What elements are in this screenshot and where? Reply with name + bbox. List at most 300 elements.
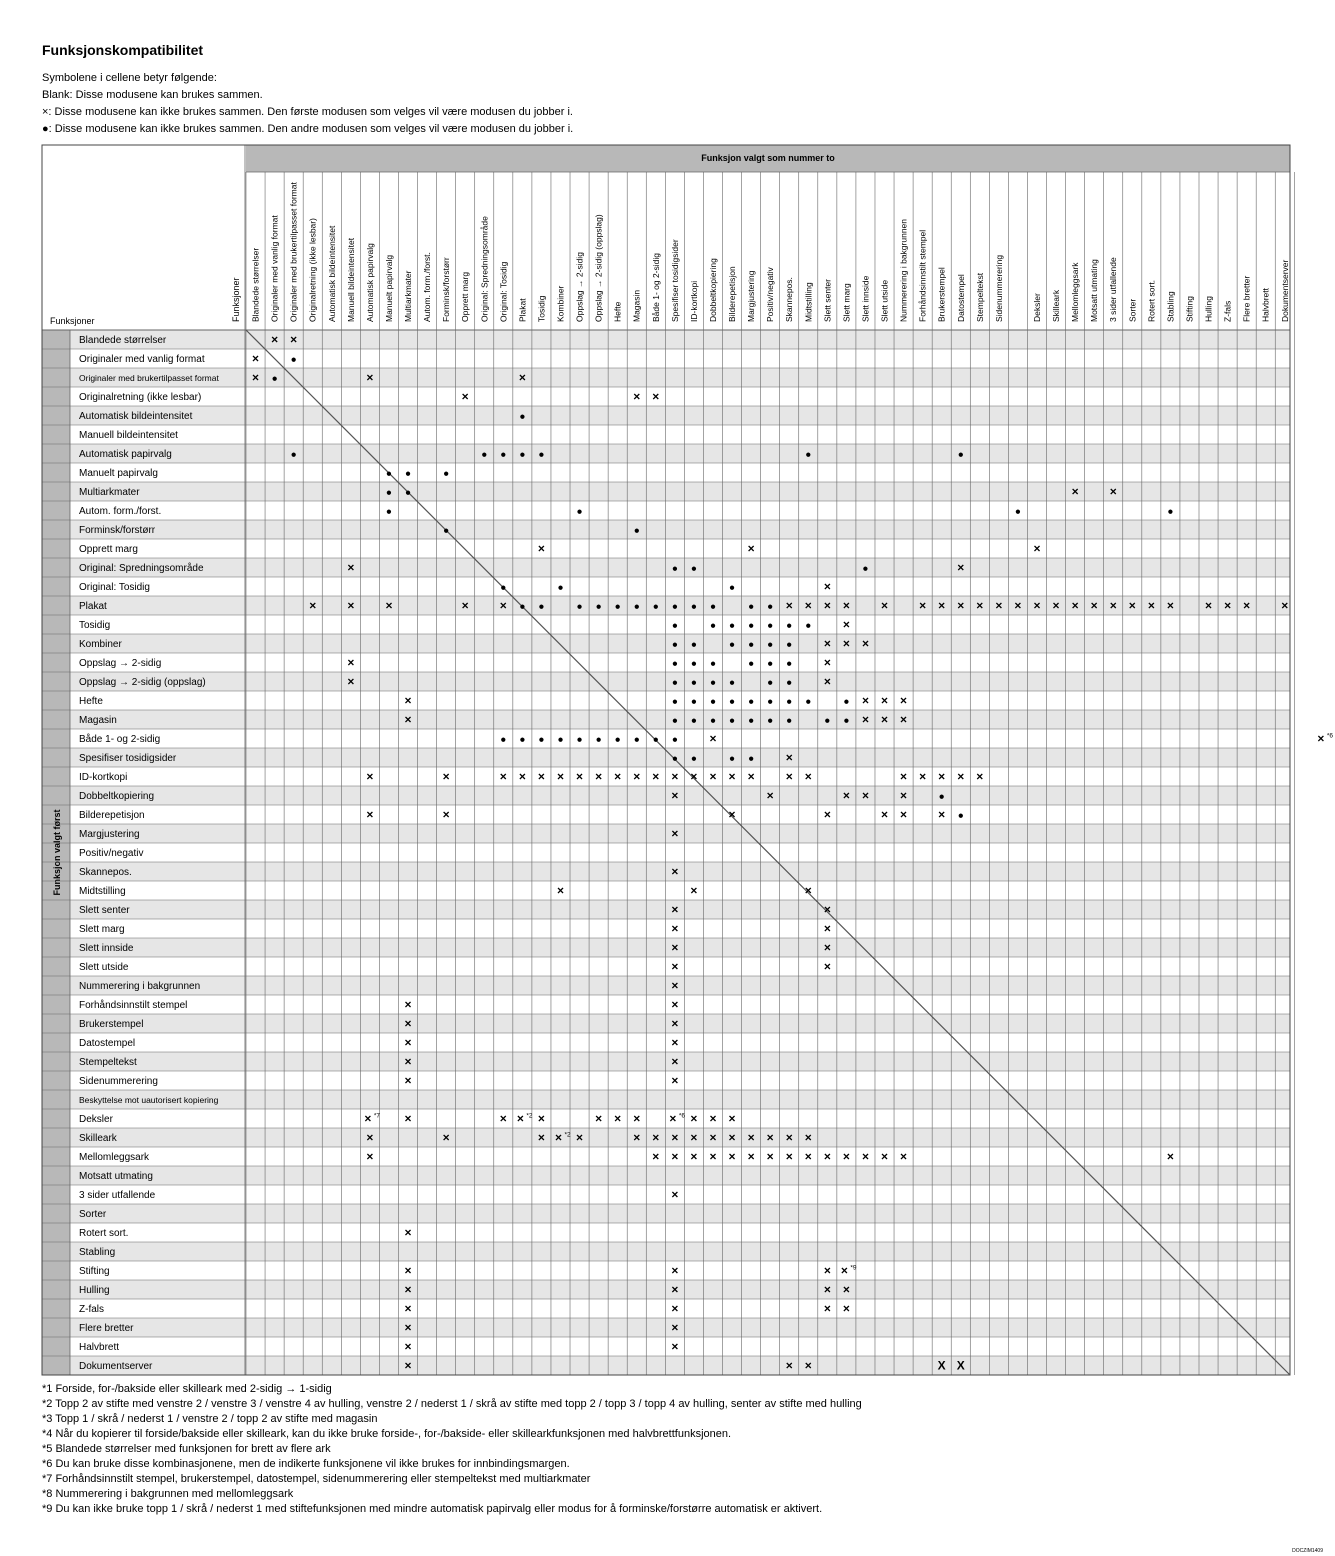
row-label: Forhåndsinnstilt stempel [79, 1000, 188, 1011]
cell-symbol: × [842, 1282, 850, 1297]
cell-symbol: ● [633, 601, 640, 613]
column-header: Mellomleggsark [1070, 262, 1081, 322]
column-header: Automatisk bildeintensitet [326, 225, 337, 322]
cell-symbol: × [404, 1111, 412, 1126]
cell-symbol: × [840, 1263, 848, 1278]
cell-symbol: ● [271, 373, 278, 385]
cell-symbol: × [1128, 598, 1136, 613]
cell-symbol: × [900, 712, 908, 727]
row-stripe [70, 1052, 1290, 1071]
cell-symbol: ● [729, 639, 736, 651]
row-stripe [70, 938, 1290, 957]
cell-symbol: × [823, 959, 831, 974]
row-label: Slett marg [79, 924, 125, 935]
cell-symbol: × [842, 788, 850, 803]
cell-symbol: ● [404, 487, 412, 499]
cell-symbol: × [518, 769, 526, 784]
column-header: Positiv/negativ [765, 267, 776, 322]
cell-symbol: ● [748, 658, 755, 670]
cell-symbol: × [747, 1130, 755, 1145]
cell-symbol: ● [290, 354, 297, 366]
cell-symbol: ● [576, 601, 583, 613]
row-label: Automatisk bildeintensitet [79, 411, 193, 422]
cell-symbol: ● [729, 677, 736, 689]
cell-symbol: × [499, 598, 507, 613]
cell-symbol: ● [538, 449, 545, 461]
column-header: Blandede størrelser [250, 247, 261, 322]
cell-symbol: ● [633, 525, 640, 537]
column-header: Bilderepetisjon [727, 266, 738, 322]
cell-symbol: × [404, 1339, 412, 1354]
cell-symbol: × [690, 1130, 698, 1145]
row-label: Originalretning (ikke lesbar) [79, 392, 202, 403]
cell-symbol: ● [805, 620, 812, 632]
cell-symbol: ● [1014, 506, 1021, 518]
cell-symbol: ● [786, 639, 793, 651]
cell-symbol: × [554, 1130, 562, 1145]
cell-symbol: × [671, 1282, 679, 1297]
cell-symbol: ● [290, 449, 297, 461]
row-stripe [70, 444, 1290, 463]
column-header: Oppslag → 2-sidig (oppslag) [593, 214, 604, 322]
row-label: Bilderepetisjon [79, 810, 145, 821]
cell-footnote-ref: *2 [526, 1112, 533, 1120]
cell-symbol: × [1109, 598, 1117, 613]
row-label: Deksler [79, 1114, 113, 1125]
row-label: Sorter [79, 1209, 107, 1220]
row-stripe [70, 786, 1290, 805]
cell-symbol: × [804, 598, 812, 613]
cell-symbol: × [785, 598, 793, 613]
cell-symbol: × [823, 807, 831, 822]
row-stripe [70, 1166, 1290, 1185]
footnote: *8 Nummerering i bakgrunnen med mellomleggsark [42, 1488, 294, 1500]
row-label: Halvbrett [79, 1342, 120, 1353]
cell-symbol: × [404, 1073, 412, 1088]
document-code: DOCZIM1409 [1292, 1548, 1323, 1554]
legend-dot: ●: Disse modusene kan ikke brukes sammen. Den andre modusen som velges vil være modusen du jobber i. [42, 123, 574, 135]
cell-symbol: × [804, 883, 812, 898]
cell-symbol: ● [538, 734, 545, 746]
cell-symbol: × [671, 1149, 679, 1164]
row-stripe [70, 482, 1290, 501]
row-label: Manuell bildeintensitet [79, 430, 178, 441]
footnote: *2 Topp 2 av stifte med venstre 2 / venstre 3 / venstre 4 av hulling, venstre 2 / nederst 1 / skrå av stifte med topp 2 / topp 3 / topp 4 av hulling, senter av stifte med hulling [42, 1398, 862, 1410]
cell-symbol: × [747, 541, 755, 556]
cell-symbol: × [404, 1054, 412, 1069]
column-header: Skannepos. [784, 277, 795, 322]
cell-symbol: ● [767, 639, 774, 651]
cell-symbol: ● [538, 601, 545, 613]
cell-symbol: × [938, 807, 946, 822]
cell-symbol: ● [748, 639, 755, 651]
page-title: Funksjonskompatibilitet [42, 42, 204, 58]
column-header: 3 sider utfallende [1108, 257, 1119, 322]
legend-cross: ×: Disse modusene kan ikke brukes sammen. Den første modusen som velges vil være modusen du jobber i. [42, 106, 573, 118]
cell-symbol: ● [786, 677, 793, 689]
cell-symbol: ● [690, 677, 697, 689]
cell-footnote-ref: *7 [373, 1112, 381, 1120]
cell-symbol: × [671, 788, 679, 803]
cell-symbol: × [499, 769, 507, 784]
row-label: Stempeltekst [79, 1057, 137, 1068]
column-header: Stempeltekst [974, 272, 985, 322]
cell-symbol: × [785, 1149, 793, 1164]
row-label: Mellomleggsark [79, 1152, 150, 1163]
cell-symbol: ● [690, 715, 697, 727]
cell-symbol: × [1224, 598, 1232, 613]
row-stripe [70, 1280, 1290, 1299]
cell-symbol: × [671, 940, 679, 955]
cell-symbol: × [364, 1111, 372, 1126]
cell-symbol: ● [862, 563, 869, 575]
cell-symbol: × [976, 769, 984, 784]
cell-symbol: ● [1167, 506, 1174, 518]
cell-symbol: × [671, 1320, 679, 1335]
cell-footnote-ref: *2 [564, 1131, 571, 1139]
column-header: Tosidig [536, 295, 547, 322]
cell-symbol: × [1166, 598, 1174, 613]
row-label: Motsatt utmating [79, 1171, 153, 1182]
row-stripe [70, 710, 1290, 729]
cell-symbol: × [823, 636, 831, 651]
cell-symbol: × [366, 370, 374, 385]
cell-symbol: × [709, 731, 717, 746]
column-header: Datostempel [955, 274, 966, 322]
cell-symbol: × [652, 389, 660, 404]
cell-symbol: ● [519, 601, 526, 613]
row-label: Autom. form./forst. [79, 506, 162, 517]
cell-symbol: × [728, 1111, 736, 1126]
cell-symbol: × [290, 332, 298, 347]
cell-symbol: × [347, 560, 355, 575]
column-header: Slett marg [841, 283, 852, 322]
cell-symbol: ● [690, 696, 697, 708]
cell-symbol: × [404, 712, 412, 727]
cell-symbol: ● [748, 620, 755, 632]
row-label: Multiarkmater [79, 487, 140, 498]
cell-symbol: × [900, 1149, 908, 1164]
footnote: *9 Du kan ikke bruke topp 1 / skrå / nederst 1 med stiftefunksjonen med mindre automatisk papirvalg eller modus for å forminske/forstørre automatisk er aktivert. [42, 1503, 823, 1515]
column-header: Oppslag → 2-sidig [574, 252, 585, 322]
cell-symbol: × [537, 541, 545, 556]
row-stripe [70, 330, 1290, 349]
cell-symbol: ● [729, 753, 736, 765]
row-label: Forminsk/forstørr [79, 525, 156, 536]
column-header: Original: Tosidig [498, 261, 509, 322]
row-label: Skilleark [79, 1133, 117, 1144]
row-label: Original: Spredningsområde [79, 563, 204, 574]
cell-symbol: × [709, 1111, 717, 1126]
row-stripe [70, 520, 1290, 539]
row-label: Dobbeltkopiering [79, 791, 155, 802]
footnote: *6 Du kan bruke disse kombinasjonene, men de indikerte funksjonene vil ikke brukes for innbindingsmargen. [42, 1458, 570, 1470]
cell-symbol: ● [557, 734, 564, 746]
top-header-label: Funksjon valgt som nummer to [701, 153, 835, 163]
cell-symbol: × [347, 655, 355, 670]
cell-symbol: ● [709, 696, 716, 708]
cell-symbol: ● [576, 734, 583, 746]
cell-symbol: × [823, 674, 831, 689]
cell-symbol: ● [786, 658, 793, 670]
cell-symbol: × [671, 1035, 679, 1050]
cell-symbol: × [1147, 598, 1155, 613]
cell-symbol: × [671, 978, 679, 993]
row-label: Sidenummerering [79, 1076, 158, 1087]
cell-symbol: × [938, 769, 946, 784]
row-label: Slett utside [79, 962, 129, 973]
row-stripe [70, 596, 1290, 615]
cell-symbol: × [766, 788, 774, 803]
cell-symbol: × [1317, 731, 1325, 746]
cell-symbol: × [900, 807, 908, 822]
cell-symbol: × [881, 807, 889, 822]
column-header: Originaler med vanlig format [269, 215, 280, 322]
row-label: ID-kortkopi [79, 772, 128, 783]
cell-symbol: ● [404, 468, 412, 480]
cell-symbol: × [747, 1149, 755, 1164]
cell-symbol: × [366, 769, 374, 784]
column-header: Stifting [1184, 296, 1195, 322]
cell-symbol: × [690, 1111, 698, 1126]
column-header: Z-fals [1222, 300, 1233, 322]
cell-symbol: × [556, 883, 564, 898]
cell-symbol: × [595, 1111, 603, 1126]
column-header: Sorter [1127, 298, 1138, 322]
cell-symbol: × [823, 1282, 831, 1297]
cell-symbol: ● [385, 506, 392, 518]
row-label: Hulling [79, 1285, 110, 1296]
cell-symbol: ● [595, 601, 602, 613]
cell-symbol: × [633, 769, 641, 784]
cell-symbol: × [804, 1130, 812, 1145]
cell-symbol: × [671, 1016, 679, 1031]
column-header: Opprett marg [460, 271, 471, 322]
row-label: Stabling [79, 1247, 116, 1258]
cell-symbol: × [747, 769, 755, 784]
cell-symbol: ● [767, 677, 774, 689]
cell-symbol: ● [767, 715, 774, 727]
cell-symbol: ● [748, 696, 755, 708]
row-label: Plakat [79, 601, 107, 612]
row-label: Z-fals [79, 1304, 104, 1315]
cell-symbol: × [1071, 484, 1079, 499]
cell-symbol: × [347, 598, 355, 613]
column-header: Manuell bildeintensitet [345, 237, 356, 322]
cell-symbol: × [671, 997, 679, 1012]
cell-symbol: × [785, 750, 793, 765]
cell-symbol: × [709, 1130, 717, 1145]
cell-symbol: × [669, 1111, 677, 1126]
row-label: Kombiner [79, 639, 122, 650]
cell-symbol: × [309, 598, 317, 613]
cell-symbol: × [614, 769, 622, 784]
footnote: *4 Når du kopierer til forside/bakside eller skilleark, kan du ikke bruke forside-, for-/bakside- eller skillearkfunksjonen med halvbrettfunksjonen. [42, 1428, 732, 1440]
cell-symbol: ● [633, 734, 640, 746]
cell-symbol: × [347, 674, 355, 689]
cell-symbol: ● [500, 449, 507, 461]
row-stripe [70, 1090, 1290, 1109]
row-label: Manuelt papirvalg [79, 468, 158, 479]
cell-symbol: × [938, 598, 946, 613]
cell-symbol: × [516, 1111, 524, 1126]
row-label: Oppslag → 2-sidig (oppslag) [79, 677, 206, 688]
cell-symbol: ● [671, 563, 678, 575]
cell-symbol: × [1166, 1149, 1174, 1164]
cell-symbol: × [861, 788, 869, 803]
cell-symbol: × [385, 598, 393, 613]
cell-symbol: × [537, 1130, 545, 1145]
cell-symbol: × [804, 1358, 812, 1373]
cell-footnote-ref: *9 [850, 1264, 857, 1272]
cell-symbol: × [1014, 598, 1022, 613]
cell-symbol: ● [709, 658, 716, 670]
legend-blank: Blank: Disse modusene kan brukes sammen. [42, 89, 263, 101]
column-header: Originaler med brukertilpasset format [288, 182, 299, 322]
cell-symbol: × [271, 332, 279, 347]
cell-symbol: × [404, 997, 412, 1012]
cell-symbol: × [671, 769, 679, 784]
cell-symbol: × [823, 1149, 831, 1164]
cell-symbol: ● [614, 601, 621, 613]
column-header: Deksler [1031, 293, 1042, 322]
cell-symbol: ● [690, 639, 697, 651]
cell-symbol: × [900, 769, 908, 784]
cell-symbol: ● [786, 715, 793, 727]
cell-symbol: × [404, 1320, 412, 1335]
column-header: Flere bretter [1241, 275, 1252, 322]
cell-symbol: ● [595, 734, 602, 746]
cell-symbol: × [842, 636, 850, 651]
cell-symbol: ● [786, 696, 793, 708]
cell-symbol: × [404, 1016, 412, 1031]
cell-symbol: × [881, 1149, 889, 1164]
row-label: Nummerering i bakgrunnen [79, 981, 201, 992]
cell-symbol: × [442, 769, 450, 784]
footnote: *1 Forside, for-/bakside eller skilleark med 2-sidig → 1-sidig [42, 1383, 332, 1395]
cell-symbol: × [537, 1111, 545, 1126]
row-label: Både 1- og 2-sidig [79, 734, 161, 745]
cell-symbol: × [690, 883, 698, 898]
column-header: Midtstilling [803, 282, 814, 322]
column-header: Hulling [1203, 296, 1214, 322]
cell-symbol: ● [729, 582, 736, 594]
cell-symbol: × [671, 1054, 679, 1069]
legend-intro: Symbolene i cellene betyr følgende: [42, 72, 217, 84]
footnotes [42, 1382, 862, 1517]
cell-symbol: × [671, 1301, 679, 1316]
cell-symbol: × [671, 1130, 679, 1145]
cell-symbol: × [785, 769, 793, 784]
row-stripe [70, 1014, 1290, 1033]
cell-symbol: ● [519, 449, 526, 461]
column-header: Forminsk/forstørr [441, 257, 452, 322]
cell-symbol: × [804, 769, 812, 784]
cell-footnote-ref: *6 [678, 1112, 686, 1120]
cell-symbol: × [404, 1263, 412, 1278]
cell-symbol: ● [709, 677, 716, 689]
cell-symbol: × [576, 1130, 584, 1145]
cell-symbol: ● [805, 696, 812, 708]
cell-symbol: × [995, 598, 1003, 613]
cell-symbol: X [937, 1358, 946, 1373]
cell-symbol: × [1033, 541, 1041, 556]
cell-symbol: ● [709, 715, 716, 727]
cell-symbol: × [861, 636, 869, 651]
column-header: Slett utside [879, 279, 890, 322]
cell-symbol: ● [519, 734, 526, 746]
column-header: Kombiner [555, 285, 566, 322]
column-header: Forhåndsinnstilt stempel [917, 229, 928, 322]
cell-symbol: ● [443, 525, 450, 537]
row-label: Hefte [79, 696, 103, 707]
row-stripe [70, 862, 1290, 881]
column-header: Motsatt utmating [1089, 259, 1100, 322]
cell-symbol: × [252, 370, 260, 385]
cell-symbol: ● [557, 582, 564, 594]
cell-symbol: ● [385, 487, 392, 499]
cell-symbol: × [404, 1301, 412, 1316]
cell-symbol: ● [385, 468, 392, 480]
cell-symbol: × [709, 769, 717, 784]
cell-symbol: × [633, 1130, 641, 1145]
cell-symbol: × [1281, 598, 1289, 613]
side-header-label: Funksjon valgt først [52, 809, 62, 896]
cell-symbol: × [785, 1358, 793, 1373]
cell-symbol: × [595, 769, 603, 784]
cell-symbol: ● [748, 715, 755, 727]
cell-symbol: ● [671, 601, 678, 613]
cell-symbol: × [823, 940, 831, 955]
cell-symbol: ● [786, 620, 793, 632]
column-header: Brukerstempel [936, 267, 947, 322]
cell-symbol: ● [652, 601, 659, 613]
cell-symbol: × [957, 769, 965, 784]
column-header: Spesifiser tosidigsider [669, 239, 680, 322]
cell-symbol: ● [729, 620, 736, 632]
cell-symbol: ● [614, 734, 621, 746]
cell-symbol: × [690, 769, 698, 784]
cell-symbol: × [919, 769, 927, 784]
cell-symbol: × [652, 1130, 660, 1145]
cell-symbol: × [1033, 598, 1041, 613]
row-label: Automatisk papirvalg [79, 449, 172, 460]
cell-symbol: ● [748, 601, 755, 613]
cell-symbol: ● [767, 620, 774, 632]
cell-symbol: × [919, 598, 927, 613]
column-header: Slett innside [860, 275, 871, 322]
cell-symbol: × [1109, 484, 1117, 499]
cell-symbol: × [1243, 598, 1251, 613]
cell-symbol: × [614, 1111, 622, 1126]
cell-symbol: ● [690, 563, 697, 575]
cell-symbol: × [671, 921, 679, 936]
column-header: Originalretning (ikke lesbar) [307, 218, 318, 322]
cell-symbol: × [671, 902, 679, 917]
cell-symbol: ● [957, 810, 964, 822]
cell-symbol: × [728, 1149, 736, 1164]
cell-symbol: ● [843, 715, 850, 727]
row-label: Slett senter [79, 905, 130, 916]
row-label: Positiv/negativ [79, 848, 144, 859]
cell-symbol: × [671, 959, 679, 974]
row-stripe [70, 1318, 1290, 1337]
row-label: Original: Tosidig [79, 582, 150, 593]
cell-symbol: ● [729, 696, 736, 708]
column-header: Rotert sort. [1146, 279, 1157, 322]
corner-rotated-label: Funksjoner [231, 277, 241, 322]
cell-symbol: × [957, 598, 965, 613]
